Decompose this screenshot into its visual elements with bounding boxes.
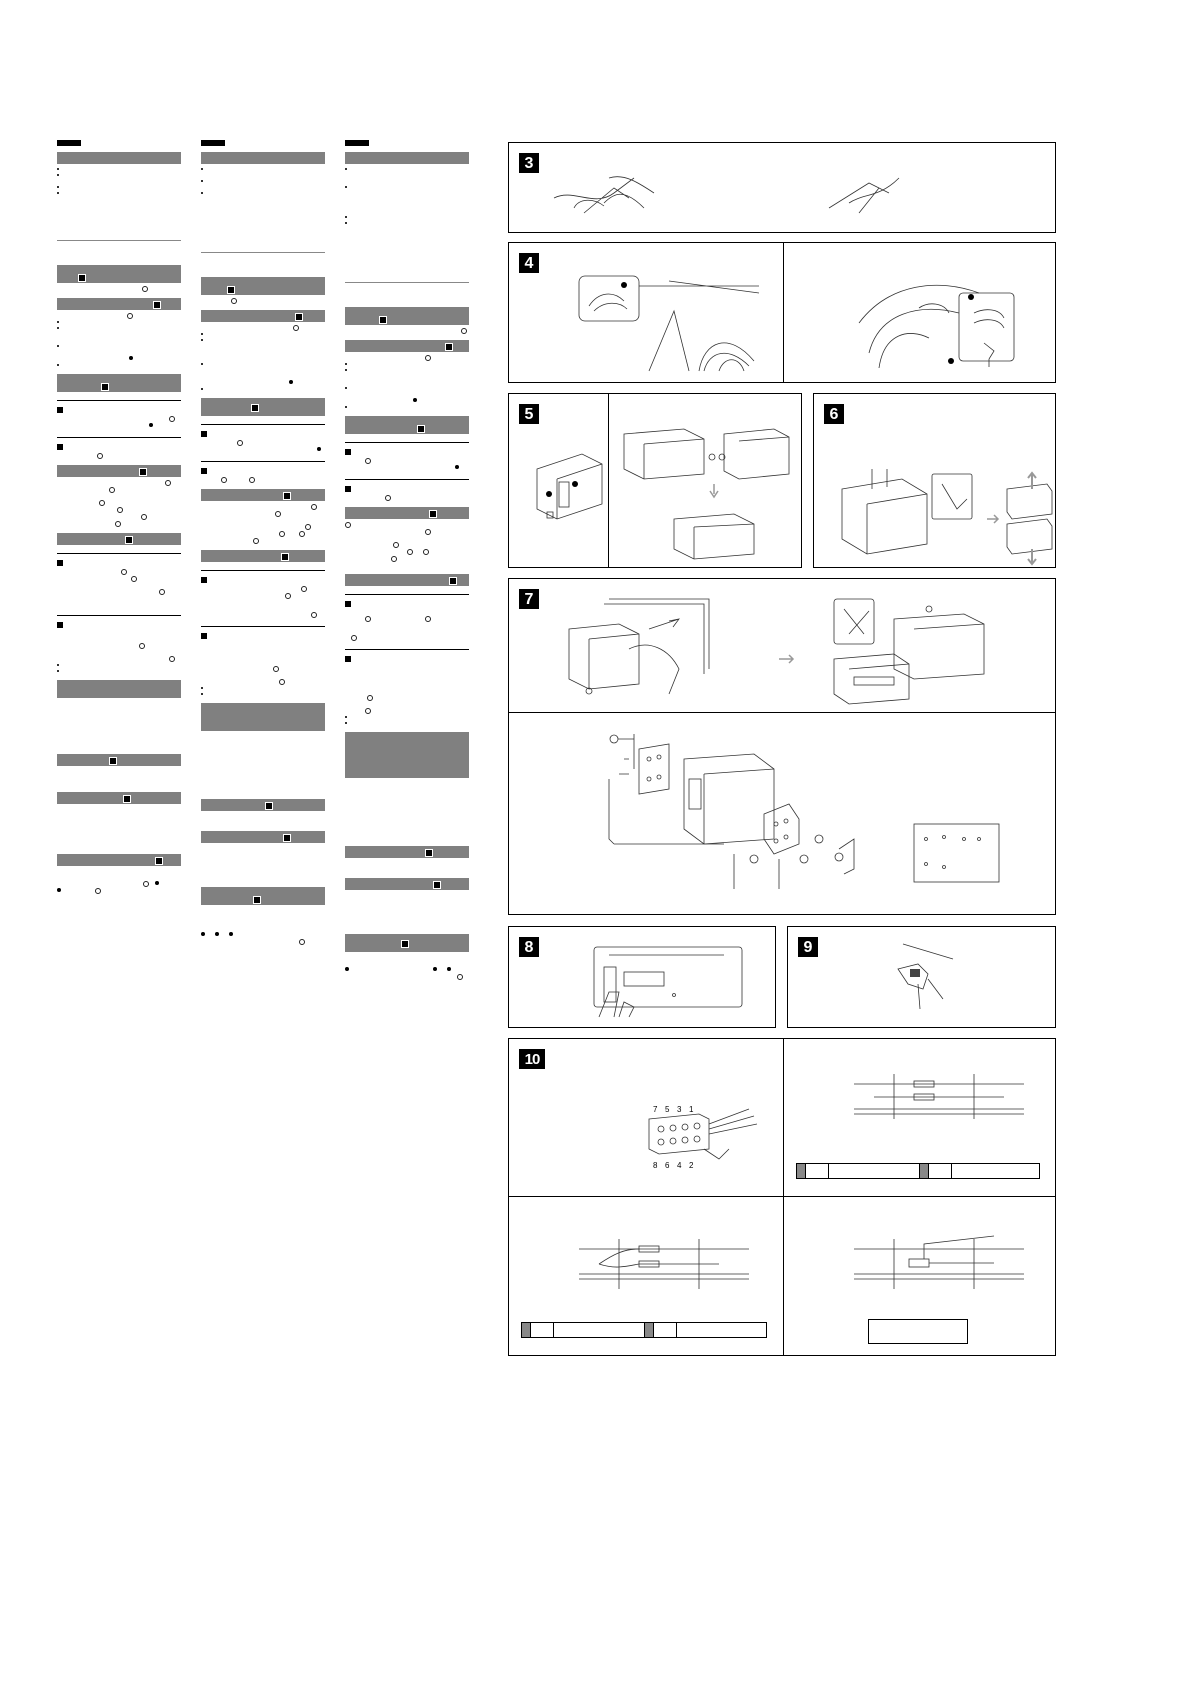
step-number: 3 <box>519 153 539 173</box>
section-divider <box>201 570 325 571</box>
section-divider <box>201 626 325 627</box>
section-header-bar <box>345 878 469 890</box>
wiring-diagram-2 <box>579 1239 749 1294</box>
step-number: 6 <box>824 404 844 424</box>
section-divider <box>201 252 325 253</box>
language-tab <box>57 140 81 146</box>
step-number: 10 <box>519 1049 545 1069</box>
pin-label: 2 <box>689 1161 694 1170</box>
section-divider <box>345 594 469 595</box>
car-interior-mount-illustration <box>859 273 1029 368</box>
unit-insert-illustration <box>834 599 1024 709</box>
section-header-bar <box>57 298 181 310</box>
step-number: 9 <box>798 937 818 957</box>
section-header-bar <box>345 152 469 164</box>
text-column-3 <box>345 140 469 980</box>
unit-front-panel-illustration <box>527 454 602 524</box>
section-header-bar <box>201 799 325 811</box>
section-header-bar <box>345 416 469 434</box>
text-column-1 <box>57 140 181 894</box>
wiring-diagram-1 <box>854 1074 1024 1124</box>
section-header-bar <box>57 680 181 698</box>
section-divider <box>201 461 325 462</box>
step-9-panel <box>787 926 1056 1028</box>
reset-button-illustration <box>594 947 744 1017</box>
step-8-panel <box>508 926 776 1028</box>
section-header-bar <box>345 934 469 952</box>
faceplate-removal-illustration <box>624 429 794 559</box>
pin-label: 7 <box>653 1105 658 1114</box>
wire-color-table <box>521 1322 767 1338</box>
wiring-diagram-3 <box>854 1234 1024 1294</box>
section-header-bar <box>201 489 325 501</box>
wire-color-table <box>796 1163 1040 1179</box>
step-4-panel <box>508 242 1056 383</box>
pin-label: 6 <box>665 1161 670 1170</box>
section-header-bar <box>201 398 325 416</box>
section-header-bar <box>57 152 181 164</box>
step-number: 5 <box>519 404 539 424</box>
section-header-bar <box>57 265 181 283</box>
section-header-bar <box>57 854 181 866</box>
section-header-bar <box>57 792 181 804</box>
pin-label: 1 <box>689 1105 694 1114</box>
step-number: 7 <box>519 589 539 609</box>
section-divider <box>345 479 469 480</box>
wire-illustration-1 <box>554 168 674 218</box>
section-divider <box>201 424 325 425</box>
step-number: 8 <box>519 937 539 957</box>
section-divider <box>345 442 469 443</box>
step-6-panel <box>813 393 1056 568</box>
section-header-bar <box>345 732 469 778</box>
dashboard-install-illustration <box>569 599 709 699</box>
car-interior-mic-illustration <box>579 271 759 371</box>
section-divider <box>57 553 181 554</box>
connector-illustration <box>649 1104 759 1184</box>
language-tab <box>201 140 225 146</box>
section-header-bar <box>345 574 469 586</box>
text-column-2 <box>201 140 325 945</box>
section-header-bar <box>345 307 469 325</box>
pin-label: 8 <box>653 1161 658 1170</box>
label-box <box>868 1319 968 1344</box>
step-7-panel <box>508 578 1056 915</box>
pin-label: 5 <box>665 1105 670 1114</box>
step-5-panel <box>508 393 802 568</box>
section-header-bar <box>201 152 325 164</box>
section-header-bar <box>57 533 181 545</box>
section-header-bar <box>201 310 325 322</box>
section-header-bar <box>201 887 325 905</box>
section-divider <box>57 400 181 401</box>
section-header-bar <box>201 277 325 295</box>
section-header-bar <box>345 340 469 352</box>
fuse-illustration <box>898 939 958 1009</box>
section-divider <box>345 649 469 650</box>
arrow-icon <box>779 649 799 669</box>
pin-label: 4 <box>677 1161 682 1170</box>
language-tab <box>345 140 369 146</box>
section-divider <box>57 240 181 241</box>
bracket-mounting-illustration <box>604 729 1014 894</box>
section-divider <box>345 282 469 283</box>
section-header-bar <box>345 846 469 858</box>
section-header-bar <box>345 507 469 519</box>
pin-label: 3 <box>677 1105 682 1114</box>
section-header-bar <box>201 703 325 731</box>
step-10-panel <box>508 1038 1056 1356</box>
section-header-bar <box>201 831 325 843</box>
step-number: 4 <box>519 253 539 273</box>
step-3-panel <box>508 142 1056 233</box>
wire-illustration-2 <box>829 173 909 213</box>
mounting-sleeve-illustration <box>842 469 1052 564</box>
section-divider <box>57 615 181 616</box>
section-header-bar <box>201 550 325 562</box>
section-header-bar <box>57 754 181 766</box>
section-divider <box>57 437 181 438</box>
section-header-bar <box>57 374 181 392</box>
section-header-bar <box>57 465 181 477</box>
